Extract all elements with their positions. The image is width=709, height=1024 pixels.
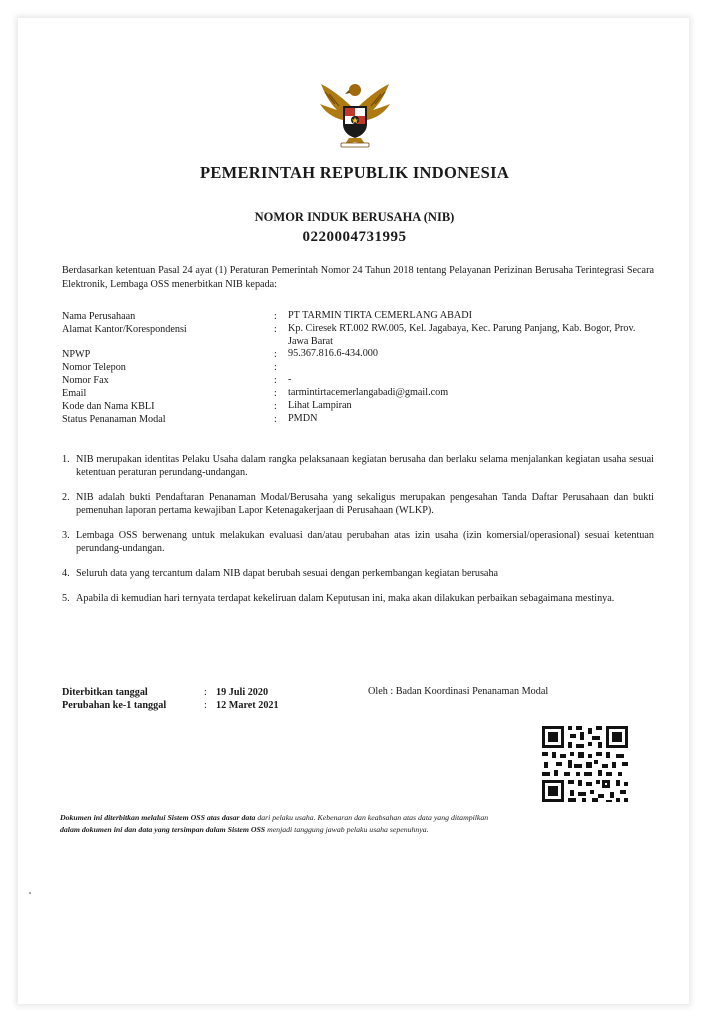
field-value: PMDN	[288, 413, 318, 424]
disclaimer	[60, 812, 656, 836]
list-number: 3.	[62, 530, 70, 541]
field-colon: :	[274, 349, 277, 360]
list-item	[62, 491, 654, 517]
field-row-kbli	[62, 400, 654, 413]
statements-list	[62, 453, 654, 617]
field-label: NPWP	[62, 349, 91, 360]
list-text: NIB adalah bukti Pendaftaran Penanaman Modal/Berusaha yang sekaligus merupakan pengesahan Tanda Daftar Perusahaan dan bukti pemenuhan laporan pertama kewajiban Lapor Ketenagakerjaan di Perusahaan (WLKP).	[76, 492, 654, 516]
field-value: 95.367.816.6-434.000	[288, 348, 378, 359]
field-colon: :	[274, 375, 277, 386]
field-row-npwp	[62, 348, 654, 361]
field-label: Nomor Fax	[62, 375, 109, 386]
field-row-investment-status	[62, 413, 654, 426]
company-fields	[62, 310, 654, 426]
issued-date-row	[62, 686, 322, 699]
field-label: Nomor Telepon	[62, 362, 126, 373]
field-colon: :	[274, 388, 277, 399]
disclaimer-text-2: menjadi tanggung jawab pelaku usaha sepenuhnya.	[265, 825, 429, 834]
field-colon: :	[274, 414, 277, 425]
disclaimer-text-1: dari pelaku usaha. Kebenaran dan keabsahan atas data yang ditampilkan	[255, 813, 489, 822]
list-item	[62, 567, 654, 580]
changed-date-label: Perubahan ke-1 tanggal	[62, 700, 167, 711]
garuda-emblem-icon	[315, 78, 395, 150]
intro-paragraph: Berdasarkan ketentuan Pasal 24 ayat (1) Peraturan Pemerintah Nomor 24 Tahun 2018 tentang Pelayanan Perizinan Berusaha Terintegrasi Secara Elektronik, Lembaga OSS menerbitkan NIB kepada:	[62, 265, 654, 290]
issued-date-label: Diterbitkan tanggal	[62, 687, 148, 698]
list-number: 1.	[62, 454, 70, 465]
field-row-address	[62, 323, 654, 348]
field-label: Nama Perusahaan	[62, 311, 136, 322]
field-colon: :	[274, 311, 277, 322]
list-text: Apabila di kemudian hari ternyata terdapat kekeliruan dalam Keputusan ini, maka akan dilakukan perbaikan sebagaimana mestinya.	[76, 593, 615, 604]
issue-dates	[62, 686, 322, 712]
list-number: 2.	[62, 492, 70, 503]
field-value: PT TARMIN TIRTA CEMERLANG ABADI	[288, 310, 472, 321]
issued-date-colon: :	[204, 687, 207, 698]
qr-code-icon	[540, 724, 630, 804]
list-text: NIB merupakan identitas Pelaku Usaha dalam rangka pelaksanaan kegiatan berusaha dan berlaku selama menjalankan kegiatan usaha sesuai ketentuan peraturan perundang-undangan.	[76, 454, 654, 478]
field-row-company-name	[62, 310, 654, 323]
list-item	[62, 453, 654, 479]
list-number: 5.	[62, 593, 70, 604]
field-label: Alamat Kantor/Korespondensi	[62, 324, 187, 335]
list-item	[62, 529, 654, 555]
field-label: Kode dan Nama KBLI	[62, 401, 155, 412]
list-text: Lembaga OSS berwenang untuk melakukan evaluasi dan/atau perubahan atas izin usaha (izin komersial/operasional) sesuai ketentuan perundang-undangan.	[76, 530, 654, 554]
field-colon: :	[274, 362, 277, 373]
list-item	[62, 592, 654, 605]
field-value: Lihat Lampiran	[288, 400, 352, 411]
nib-title: NOMOR INDUK BERUSAHA (NIB)	[254, 210, 455, 224]
list-number: 4.	[62, 568, 70, 579]
field-value: Kp. Ciresek RT.002 RW.005, Kel. Jagabaya, Kec. Parung Panjang, Kab. Bogor, Prov. Jawa Barat	[288, 323, 636, 347]
field-row-phone	[62, 361, 654, 374]
field-value: tarmintirtacemerlangabadi@gmail.com	[288, 387, 449, 398]
disclaimer-bold-1: Dokumen ini diterbitkan melalui Sistem OSS atas dasar data	[60, 813, 256, 822]
issuer-text: Oleh : Badan Koordinasi Penanaman Modal	[368, 686, 549, 697]
disclaimer-bold-2: dalam dokumen ini dan data yang tersimpan dalam Sistem OSS	[60, 825, 266, 834]
field-label: Email	[62, 388, 87, 399]
scan-speck	[29, 892, 31, 894]
field-value: -	[288, 374, 292, 385]
field-row-email	[62, 387, 654, 400]
government-title: PEMERINTAH REPUBLIK INDONESIA	[199, 163, 510, 182]
changed-date-value: 12 Maret 2021	[216, 700, 279, 711]
changed-date-colon: :	[204, 700, 207, 711]
changed-date-row	[62, 699, 322, 712]
field-row-fax	[62, 374, 654, 387]
field-colon: :	[274, 324, 277, 335]
field-label: Status Penanaman Modal	[62, 414, 166, 425]
field-colon: :	[274, 401, 277, 412]
issued-date-value: 19 Juli 2020	[216, 687, 269, 698]
nib-number: 0220004731995	[302, 229, 407, 245]
list-text: Seluruh data yang tercantum dalam NIB dapat berubah sesuai dengan perkembangan kegiatan berusaha	[76, 568, 499, 579]
